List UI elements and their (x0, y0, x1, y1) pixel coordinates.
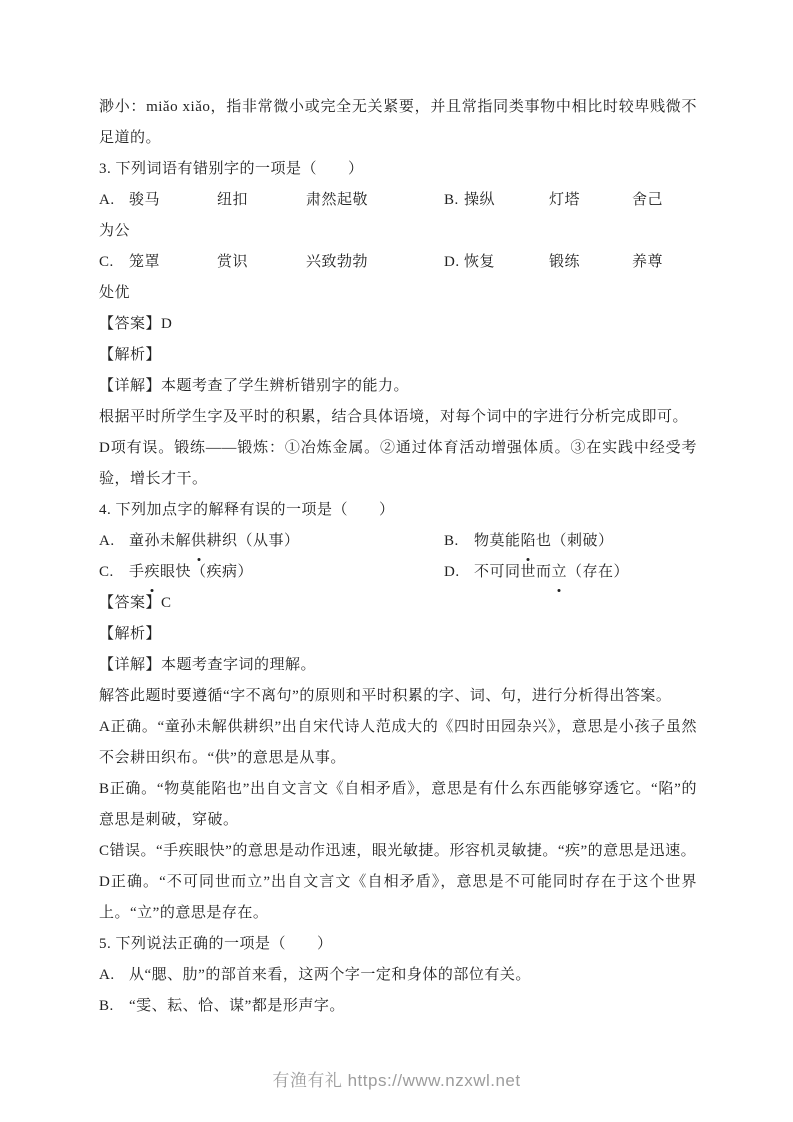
q3-option-c-label: C. (99, 254, 114, 270)
q5-option-b-label: B. (99, 998, 114, 1014)
exam-paper-content (99, 92, 697, 1022)
q4-option-b-post: 也（刺破） (536, 533, 614, 549)
footer-watermark: 有渔有礼 https://www.nzxwl.net (272, 1071, 521, 1090)
q4-option-c-label: C. (99, 564, 114, 580)
q3-option-a-word: 肃然起敬 (306, 192, 369, 208)
q5-option-row-a (99, 960, 697, 991)
q5-option-row-b (99, 991, 697, 1022)
q4-option-a-label: A. (99, 533, 115, 549)
definition-miaoxiao: 渺小：miǎo xiǎo，指非常微小或完全无关紧要，并且常指同类事物中相比时较卑贱微不足道的。 (99, 99, 697, 146)
q3-option-d-label: D. (444, 254, 460, 270)
q4-option-a-pre: 童孙未解 (129, 533, 192, 549)
q4-explanation-d: D正确。“不可同世而立”出自文言文《自相矛盾》，意思是不可能同时存在于这个世界上。“立”的意思是存在。 (99, 874, 697, 921)
q3-detail: 【详解】本题考查了学生辨析错别字的能力。 (99, 378, 410, 394)
q4-option-d-label: D. (444, 564, 460, 580)
q4-option-row-cd (99, 557, 697, 588)
q4-option-b-dotted-char: 陷 (521, 526, 537, 557)
q4-explanation-c: C错误。“手疾眼快”的意思是动作迅速，眼光敏捷。形容机灵敏捷。“疾”的意思是迅速。 (99, 843, 697, 859)
q3-explanation: D项有误。锻练——锻炼：①冶炼金属。②通过体育活动增强体质。③在实践中经受考验，增长才干。 (99, 440, 697, 487)
q4-option-b-text (474, 526, 614, 557)
q5-option-b-text: “雯、耘、恰、谋”都是形声字。 (129, 998, 345, 1014)
q4-option-d-dotted-char: 立 (552, 557, 568, 588)
q4-option-c-post: 眼快（疾病） (160, 564, 254, 580)
q3-option-d-word: 锻练 (549, 254, 581, 270)
q3-option-d-word: 养尊 (632, 254, 664, 270)
q3-analysis: 【解析】 (99, 347, 162, 363)
q3-option-c-word: 笼罩 (129, 254, 161, 270)
q4-option-d-text (474, 557, 629, 588)
q4-option-c-dotted-char: 疾 (145, 557, 161, 588)
q4-option-b-pre: 物莫能 (474, 533, 521, 549)
q3-option-a-label: A. (99, 192, 115, 208)
q3-note: 根据平时所学生字及平时的积累，结合具体语境，对每个词中的字进行分析完成即可。 (99, 409, 689, 425)
q3-option-b-word: 灯塔 (549, 192, 581, 208)
q4-option-a-post: 耕织（从事） (206, 533, 300, 549)
q3-option-d-word: 恢复 (464, 254, 496, 270)
q3-option-a-word: 纽扣 (217, 192, 249, 208)
q3-option-b-wrap: 为公 (99, 223, 131, 239)
question-3-stem: 3. 下列词语有错别字的一项是（ ） (99, 161, 364, 177)
q3-option-b-word: 操纵 (464, 192, 496, 208)
q4-option-a-text (129, 526, 300, 557)
q3-option-b-word: 舍己 (632, 192, 664, 208)
q4-option-d-post: （存在） (567, 564, 630, 580)
q3-option-a-word: 骏马 (129, 192, 161, 208)
q4-option-b-label: B. (444, 533, 459, 549)
q4-explanation-line: 解答此题时要遵循“字不离句”的原则和平时积累的字、词、句，进行分析得出答案。 (99, 688, 672, 704)
q3-option-d-wrap: 处优 (99, 285, 131, 301)
q5-option-a-text: 从“腮、肋”的部首来看，这两个字一定和身体的部位有关。 (129, 967, 531, 983)
question-5-stem: 5. 下列说法正确的一项是（ ） (99, 936, 333, 952)
q4-explanation-b: B正确。“物莫能陷也”出自文言文《自相矛盾》，意思是有什么东西能够穿透它。“陷”的意思是刺破，穿破。 (99, 781, 697, 828)
q3-answer: 【答案】D (99, 316, 173, 332)
q4-option-d-pre: 不可同世而 (474, 564, 552, 580)
q3-option-b-label: B. (444, 192, 459, 208)
q3-option-row-cd (99, 247, 697, 278)
q4-option-c-text (129, 557, 253, 588)
q4-option-a-dotted-char: 供 (191, 526, 207, 557)
q4-explanation-a: A正确。“童孙未解供耕织”出自宋代诗人范成大的《四时田园杂兴》，意思是小孩子虽然不会耕田织布。“供”的意思是从事。 (99, 719, 697, 766)
q3-option-c-word: 兴致勃勃 (306, 254, 369, 270)
q4-option-row-ab (99, 526, 697, 557)
q3-option-row-ab (99, 185, 697, 216)
q4-option-c-pre: 手 (129, 564, 145, 580)
q3-option-c-word: 赏识 (217, 254, 249, 270)
question-4-stem: 4. 下列加点字的解释有误的一项是（ ） (99, 502, 395, 518)
q4-detail: 【详解】本题考查字词的理解。 (99, 657, 317, 673)
q4-analysis: 【解析】 (99, 626, 162, 642)
q5-option-a-label: A. (99, 967, 115, 983)
q4-answer: 【答案】C (99, 595, 172, 611)
